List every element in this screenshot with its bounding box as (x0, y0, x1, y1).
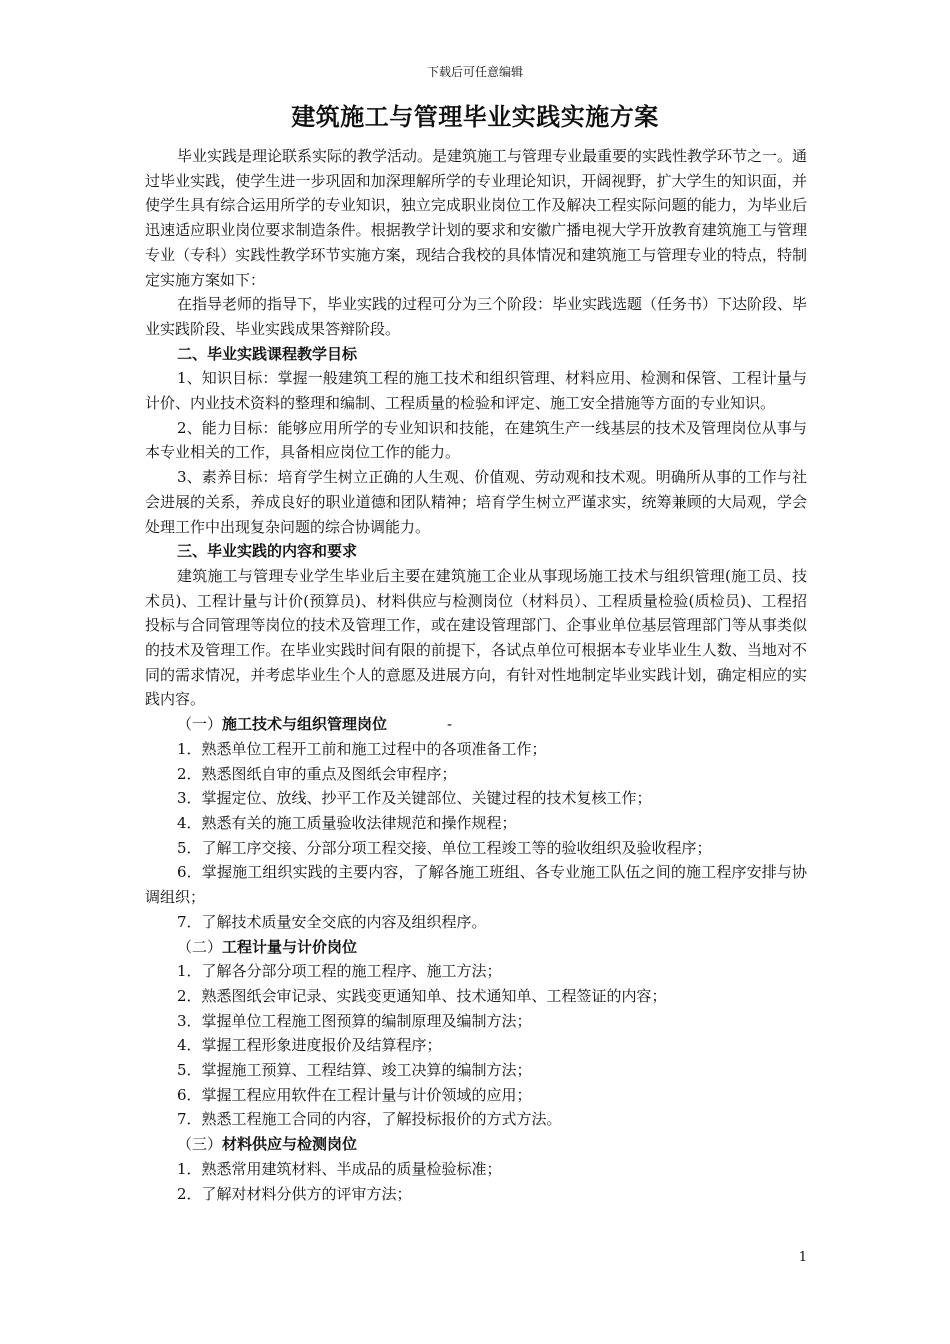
list-item: 7．熟悉工程施工合同的内容，了解投标报价的方式方法。 (177, 1110, 562, 1129)
intro-paragraph: 在指导老师的指导下，毕业实践的过程可分为三个阶段：毕业实践选题（任务书）下达阶段、毕业实践阶段、毕业实践成果答辩阶段。 (145, 295, 808, 338)
section-heading: 三、毕业实践的内容和要求 (177, 542, 358, 561)
section-paragraph: 建筑施工与管理专业学生毕业后主要在建筑施工企业从事现场施工技术与组织管理(施工员、技术员)、工程计量与计价(预算员)、材料供应与检测岗位（材料员）、工程质量检验(质检员)、工程招投标与合同管理等岗位的技术及管理工作，或在建设管理部门、企事业单位基层管理部门等从事类似的技术及管理工作。在毕业实践时间有限的前提下，各试点单位可根据本专业毕业生人数、当地对不同的需求情况，并考虑毕业生个人的意愿及进展方向，有针对性地制定毕业实践计划，确定相应的实践内容。 (145, 566, 807, 709)
subsection-number: （一） (177, 715, 223, 734)
subsection-label: 施工技术与组织管理岗位 (222, 715, 388, 734)
list-item: 3．掌握定位、放线、抄平工作及关键部位、关键过程的技术复核工作； (177, 789, 652, 808)
subsection-label: 工程计量与计价岗位 (222, 937, 358, 956)
list-item: 1．熟悉单位工程开工前和施工过程中的各项准备工作； (177, 739, 547, 758)
section-heading: 二、毕业实践课程教学目标 (177, 344, 358, 363)
subsection-heading (145, 935, 807, 960)
document-title: 建筑施工与管理毕业实践实施方案 (291, 102, 659, 131)
list-item: 2．了解对材料分供方的评审方法； (177, 1184, 412, 1203)
subsection-number: （三） (177, 1135, 223, 1154)
page-number: 1 (798, 1250, 807, 1265)
list-item: 2．熟悉图纸自审的重点及图纸会审程序； (177, 764, 457, 783)
subsection-heading (145, 1132, 807, 1157)
list-item: 5．了解工序交接、分部分项工程交接、单位工程竣工等的验收组织及验收程序； (177, 838, 712, 857)
document-body (145, 144, 807, 1206)
list-item: 1．熟悉常用建筑材料、半成品的质量检验标准； (177, 1159, 502, 1178)
page-header: 下载后可任意编辑 (426, 65, 523, 79)
list-item: 1．了解各分部分项工程的施工程序、施工方法； (177, 962, 502, 981)
intro-paragraph: 毕业实践是理论联系实际的教学活动。是建筑施工与管理专业最重要的实践性教学环节之一。通过毕业实践，使学生进一步巩固和加深理解所学的专业理论知识，开阔视野，扩大学生的知识面，并使学生具有综合运用所学的专业知识，独立完成职业岗位工作及解决工程实际问题的能力，为毕业后迅速适应职业岗位要求制造条件。根据教学计划的要求和安徽广播电视大学开放教育建筑施工与管理专业（专科）实践性教学环节实施方案，现结合我校的具体情况和建筑施工与管理专业的特点，特制定实施方案如下： (145, 147, 808, 289)
list-item: 6．掌握施工组织实践的主要内容，了解各施工班组、各专业施工队伍之间的施工程序安排与协调组织； (145, 863, 807, 907)
goal-item: 3、素养目标：培育学生树立正确的人生观、价值观、劳动观和技术观。明确所从事的工作与社会进展的关系，养成良好的职业道德和团队精神；培育学生树立严谨求实，统筹兼顾的大局观，学会处理工作中出现复杂问题的综合协调能力。 (145, 468, 807, 536)
list-item: 6．掌握工程应用软件在工程计量与计价领域的应用； (177, 1085, 532, 1104)
list-item: 5．掌握施工预算、工程结算、竣工决算的编制方法； (177, 1061, 532, 1080)
subsection-heading (145, 712, 807, 737)
goal-item: 2、能力目标：能够应用所学的专业知识和技能，在建筑生产一线基层的技术及管理岗位从事与本专业相关的工作，具备相应岗位工作的能力。 (145, 418, 807, 462)
stray-dash: - (447, 715, 453, 734)
list-item: 4．掌握工程形象进度报价及结算程序； (177, 1036, 442, 1055)
goal-item: 1、知识目标：掌握一般建筑工程的施工技术和组织管理、材料应用、检测和保管、工程计量与计价、内业技术资料的整理和编制、工程质量的检验和评定、施工安全措施等方面的专业知识。 (145, 369, 807, 413)
list-item: 3．掌握单位工程施工图预算的编制原理及编制方法； (177, 1011, 532, 1030)
list-item: 4．熟悉有关的施工质量验收法律规范和操作规程； (177, 813, 517, 832)
subsection-number: （二） (177, 937, 223, 956)
list-item: 7．了解技术质量安全交底的内容及组织程序。 (177, 912, 487, 931)
subsection-label: 材料供应与检测岗位 (222, 1135, 358, 1154)
list-item: 2．熟悉图纸会审记录、实践变更通知单、技术通知单、工程签证的内容； (177, 986, 667, 1005)
